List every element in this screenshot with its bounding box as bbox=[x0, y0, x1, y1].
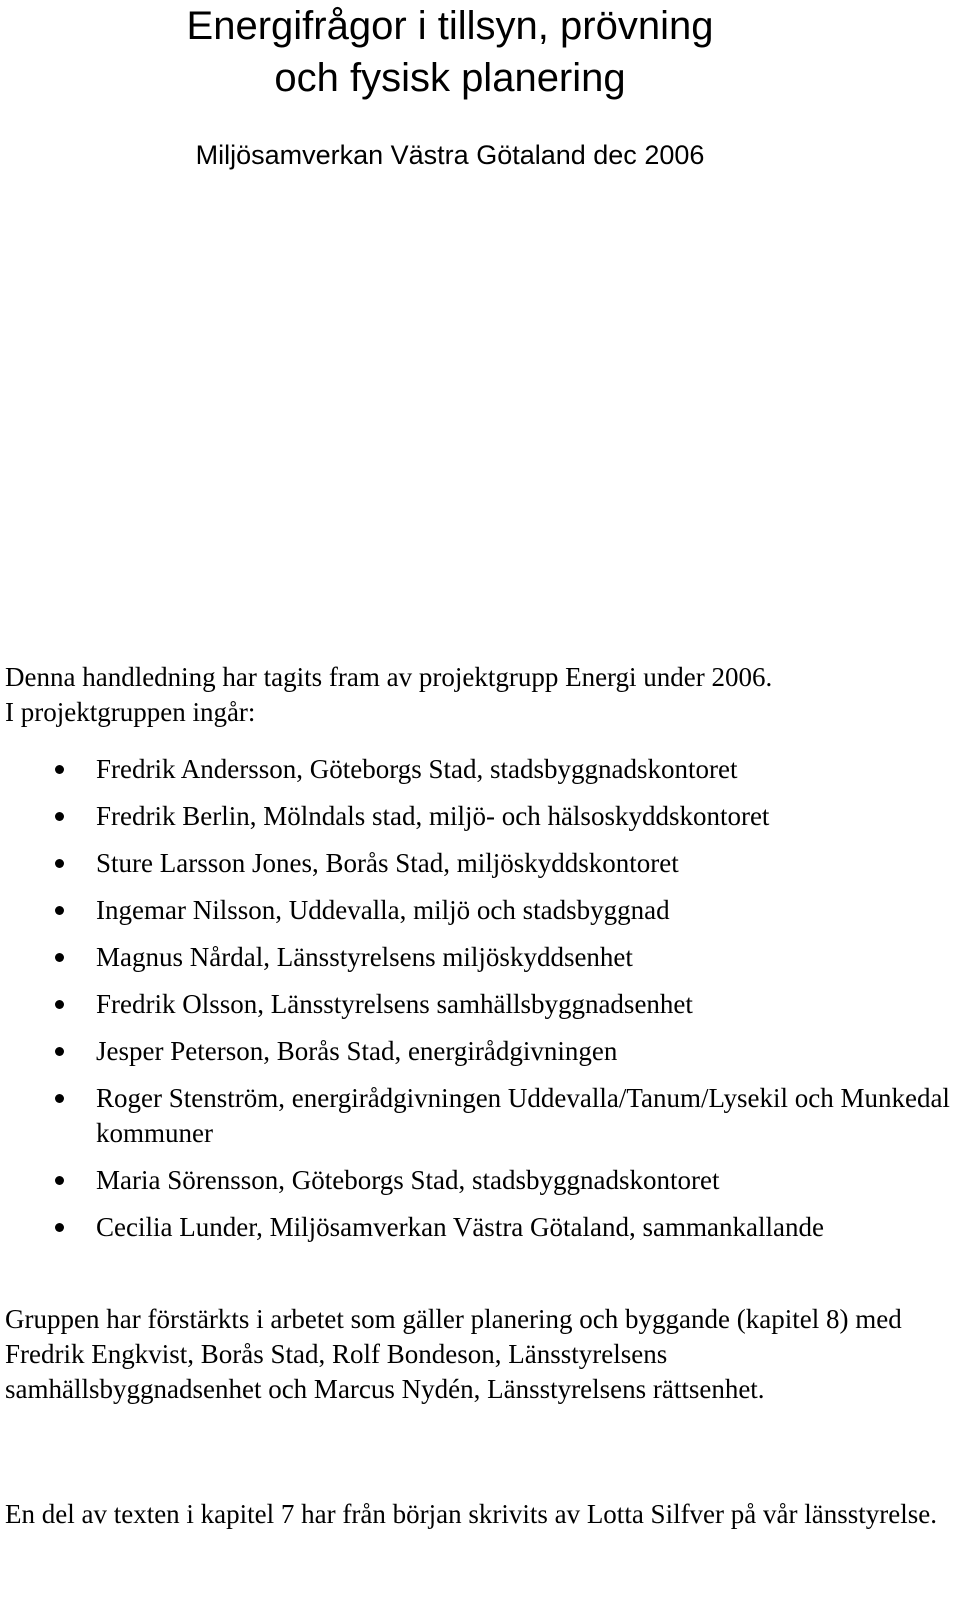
chapter7-credit-paragraph: En del av texten i kapitel 7 har från början skrivits av Lotta Silfver på vår länsstyrelse. bbox=[5, 1499, 937, 1529]
bullet-icon bbox=[55, 906, 64, 915]
document-subtitle: Miljösamverkan Västra Götaland dec 2006 bbox=[195, 140, 705, 170]
bullet-icon bbox=[55, 765, 64, 774]
project-group-members-list bbox=[0, 752, 960, 1257]
bullet-icon bbox=[55, 1176, 64, 1185]
member-list-item bbox=[0, 799, 960, 834]
member-text: Magnus Nårdal, Länsstyrelsens miljöskyddsenhet bbox=[96, 942, 633, 972]
reinforcement-paragraph: Gruppen har förstärkts i arbetet som gäller planering och byggande (kapitel 8) med Fredrik Engkvist, Borås Stad, Rolf Bondeson, Länsstyrelsens samhällsbyggnadsenhet och Marcus Nydén, Länsstyrelsens rättsenhet. bbox=[5, 1304, 902, 1404]
member-text: Sture Larsson Jones, Borås Stad, miljöskyddskontoret bbox=[96, 848, 679, 878]
intro-paragraph bbox=[5, 660, 945, 730]
member-list-item bbox=[0, 1163, 960, 1198]
member-text: Ingemar Nilsson, Uddevalla, miljö och stadsbyggnad bbox=[96, 895, 670, 925]
member-list-item bbox=[0, 1210, 960, 1245]
member-list-item bbox=[0, 846, 960, 881]
bullet-icon bbox=[55, 953, 64, 962]
member-list-item bbox=[0, 1034, 960, 1069]
bullet-icon bbox=[55, 812, 64, 821]
member-text: Maria Sörensson, Göteborgs Stad, stadsbyggnadskontoret bbox=[96, 1165, 720, 1195]
member-text: Roger Stenström, energirådgivningen Uddevalla/Tanum/Lysekil och Munkedal kommuner bbox=[96, 1083, 950, 1148]
bullet-icon bbox=[55, 1223, 64, 1232]
member-list-item bbox=[0, 1081, 960, 1151]
document-title-line-2: och fysisk planering bbox=[274, 56, 626, 100]
bullet-icon bbox=[55, 1000, 64, 1009]
document-title-line-1: Energifrågor i tillsyn, prövning bbox=[186, 4, 714, 48]
bullet-icon bbox=[55, 1047, 64, 1056]
member-text: Cecilia Lunder, Miljösamverkan Västra Götaland, sammankallande bbox=[96, 1212, 824, 1242]
bullet-icon bbox=[55, 1094, 64, 1103]
intro-line-1: Denna handledning har tagits fram av projektgrupp Energi under 2006. bbox=[5, 662, 773, 692]
member-text: Fredrik Olsson, Länsstyrelsens samhällsbyggnadsenhet bbox=[96, 989, 693, 1019]
member-text: Fredrik Andersson, Göteborgs Stad, stadsbyggnadskontoret bbox=[96, 754, 738, 784]
member-text: Fredrik Berlin, Mölndals stad, miljö- och hälsoskyddskontoret bbox=[96, 801, 770, 831]
member-list-item bbox=[0, 893, 960, 928]
member-text: Jesper Peterson, Borås Stad, energirådgivningen bbox=[96, 1036, 618, 1066]
member-list-item bbox=[0, 940, 960, 975]
intro-line-2: I projektgruppen ingår: bbox=[5, 697, 256, 727]
member-list-item bbox=[0, 752, 960, 787]
member-list-item bbox=[0, 987, 960, 1022]
bullet-icon bbox=[55, 859, 64, 868]
